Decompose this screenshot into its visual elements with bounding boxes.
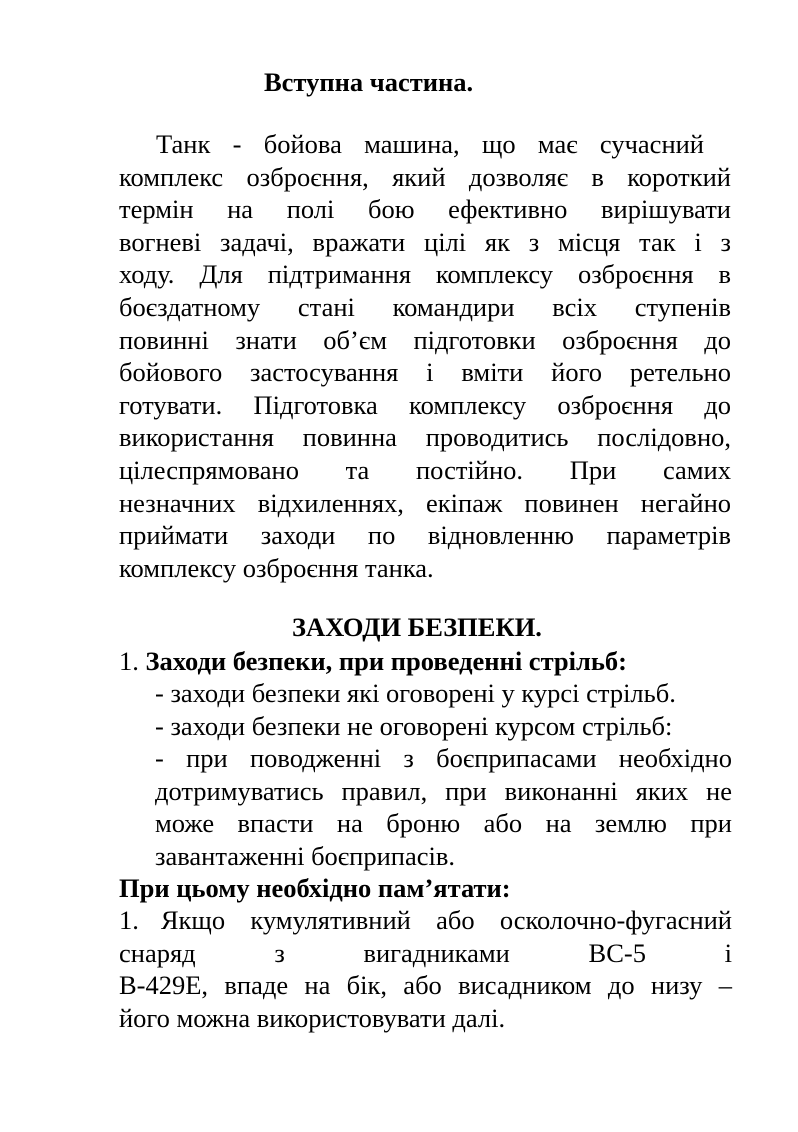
intro-paragraph	[119, 128, 731, 584]
page-title: Вступна частина.	[264, 67, 474, 97]
point-line: його можна використовувати далі.	[119, 1002, 506, 1033]
list-item-number: 1.	[119, 646, 139, 676]
intro-line: повинні знати об’єм підготовки озброєння до	[119, 324, 731, 355]
bullet-line: - заходи безпеки які оговорені у курсі стрільб.	[155, 678, 676, 708]
intro-line: незначних відхиленнях, екіпаж повинен негайно	[119, 487, 731, 518]
intro-line: цілеспрямовано та постійно. При самих	[119, 454, 731, 485]
bullet-line: дотримуватись правил, при виконанні яких не	[155, 775, 732, 806]
intro-line: ходу. Для підтримання комплексу озброєння в	[119, 259, 731, 290]
point-line: В-429Е, впаде на бік, або висадником до низу –	[119, 970, 732, 1001]
intro-line: комплекс озброєння, який дозволяє в короткий	[119, 161, 731, 192]
list-item-heading-text: Заходи безпеки, при проведенні стрільб:	[145, 646, 627, 676]
intro-line: вогневі задачі, вражати цілі як з місця так і з	[119, 226, 731, 257]
bullet-list	[155, 677, 732, 873]
list-item-heading	[119, 645, 627, 678]
point-line: снаряд з вигадниками ВС-5 і	[119, 937, 732, 968]
intro-line: боєздатному стані командири всіх ступенів	[119, 291, 731, 322]
bullet-line: завантаженні боєприпасів.	[155, 840, 456, 871]
intro-line: приймати заходи по відновленню параметрів	[119, 520, 731, 551]
point-line-text: Якщо кумулятивний або осколочно-фугасний	[160, 905, 732, 935]
bullet-line: може впасти на броню або на землю при	[155, 808, 732, 839]
intro-line: термін на полі бою ефективно вирішувати	[119, 194, 731, 225]
intro-line: готувати. Підготовка комплексу озброєння до	[119, 389, 731, 420]
intro-line: бойового застосування і вміти його ретельно	[119, 357, 731, 388]
intro-line: використання повинна проводитись послідовно,	[119, 422, 731, 453]
bullet-line: - при поводженні з боєприпасами необхідно	[155, 743, 732, 774]
intro-line: Танк - бойова машина, що має сучасний	[156, 129, 704, 159]
bullet-line: - заходи безпеки не оговорені курсом стрільб:	[155, 710, 673, 741]
intro-line: комплексу озброєння танка.	[119, 552, 434, 583]
note-heading: При цьому необхідно пам’ятати:	[119, 873, 511, 903]
point-line	[119, 904, 732, 937]
point-number: 1.	[119, 905, 139, 935]
section-title: ЗАХОДИ БЕЗПЕКИ.	[292, 612, 542, 642]
numbered-point	[119, 904, 732, 1034]
